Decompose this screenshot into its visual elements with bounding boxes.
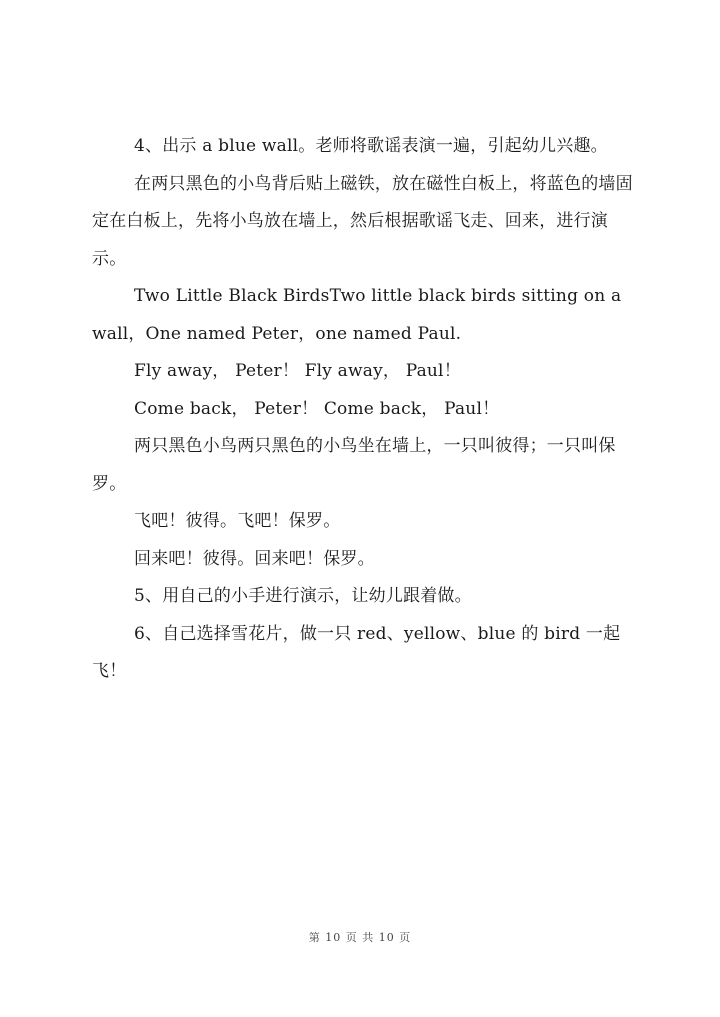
paragraph-magnet-instructions: 在两只黑色的小鸟背后贴上磁铁，放在磁性白板上，将蓝色的墙固定在白板上，先将小鸟放在墙上，然后根据歌谣飞走、回来，进行演示。	[92, 173, 633, 269]
paragraph-come-back: Come back， Peter！ Come back， Paul！	[134, 398, 500, 419]
paragraph-come-back-chinese: 回来吧！彼得。回来吧！保罗。	[134, 548, 375, 569]
paragraph-fly-chinese: 飞吧！彼得。飞吧！保罗。	[134, 511, 341, 531]
page-number-footer: 第 10 页 共 10 页	[308, 931, 412, 944]
paragraph-fly-away: Fly away， Peter！ Fly away， Paul！	[134, 361, 461, 381]
paragraph-song-chinese: 两只黑色小鸟两只黑色的小鸟坐在墙上，一只叫彼得；一只叫保罗。	[92, 436, 616, 494]
paragraph-step-5: 5、用自己的小手进行演示，让幼儿跟着做。	[134, 586, 472, 606]
paragraph-step-6: 6、自己选择雪花片，做一只 red、yellow、blue 的 bird 一起飞！	[92, 623, 621, 681]
paragraph-step-4: 4、出示 a blue wall。老师将歌谣表演一遍，引起幼儿兴趣。	[134, 136, 608, 156]
paragraph-song-english: Two Little Black BirdsTwo little black birds sitting on a wall，One named Peter，one named Paul.	[92, 286, 622, 344]
document-body	[92, 128, 640, 691]
